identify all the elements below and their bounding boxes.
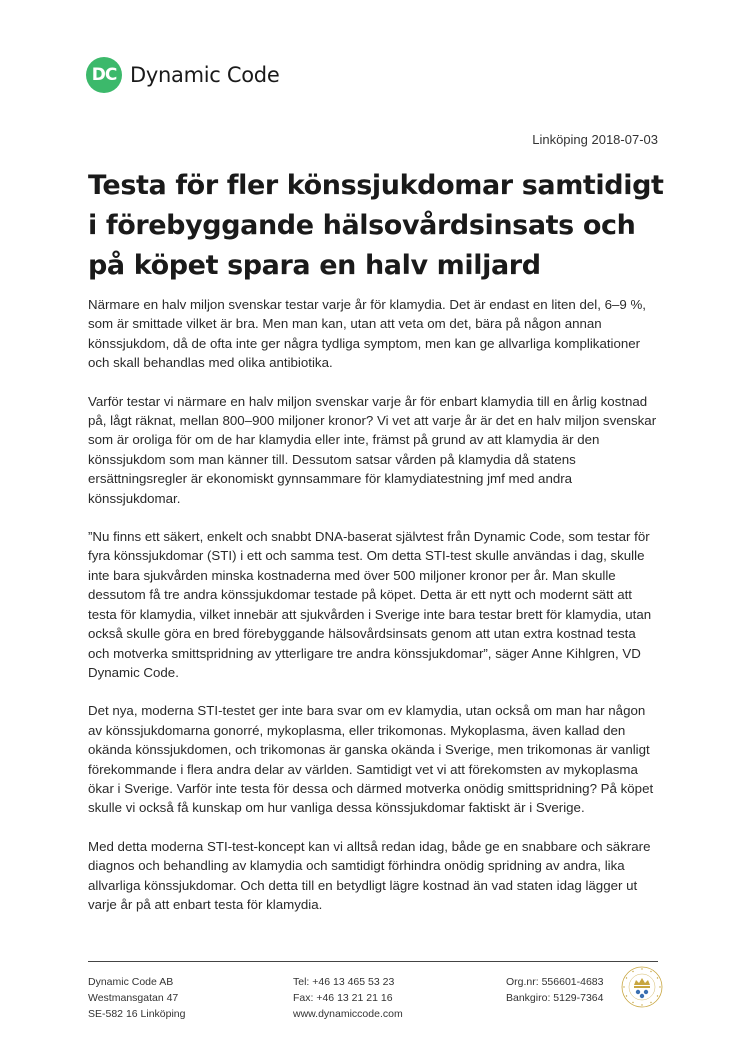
article-body: [88, 295, 660, 933]
dateline: Linköping 2018-07-03: [532, 132, 658, 147]
footer-bankgiro: Bankgiro: 5129-7364: [506, 992, 604, 1004]
paragraph: Varför testar vi närmare en halv miljon svenskar varje år för enbart klamydia till en årlig kostnad på, lågt räknat, mellan 800–900 miljoner kronor? Vi vet att varje år är det en halv miljon svenskar som är oroliga för om de har klamydia eller inte, främst på grund av att klamydia är den könssjukdom som man känner till. Dessutom satsar vården på klamydia då statens ersättningsregler är ekonomiskt gynnsammare för klamydiatestning jmf med andra könssjukdomar.: [88, 393, 657, 506]
footer-address: [88, 974, 186, 1022]
paragraph: ”Nu finns ett säkert, enkelt och snabbt DNA-baserat självtest från Dynamic Code, som testar för fyra könssjukdomar (STI) i ett och samma test. Om detta STI-test skulle användas i dag, skulle inte bara sjukvården minska kostnaderna med över 500 miljoner kronor per år. Man skulle dessutom få tre andra könssjukdomar testade på köpet. Detta är ett nytt och modernt sätt att testa för klamydia, vilket innebär att sjukvården i Sverige inte bara testar brett för klamydia, utan också skulle göra en bred förebyggande hälsovårdsinsats genom att utan extra kostnad testa och motverka smittspridning av ytterligare tre andra könssjukdomar”, säger Anne Kihlgren, VD Dynamic Code.: [88, 529, 652, 680]
company-name: Dynamic Code: [130, 63, 280, 87]
footer-fax: Fax: +46 13 21 21 16: [293, 992, 393, 1004]
footer-website[interactable]: www.dynamiccode.com: [293, 1008, 403, 1020]
company-logo: [86, 57, 279, 93]
paragraph: Det nya, moderna STI-testet ger inte bara svar om ev klamydia, utan också om man har någon av könssjukdomarna gonorré, mykoplasma, eller trikomonas. Mykoplasma, även kallad den okända könssjukdomen, och trikomonas är ganska okända i Sverige, men trikomonas är vanligt förekommande i flera andra delar av världen. Samtidigt vet vi att förekomsten av mykoplasma ökar i Sverige. Varför inte testa för dessa och därmed motverka onödig smittspridning? På köpet skulle vi också få kunskap om hur vanliga dessa könssjukdomar faktiskt är i Sverige.: [88, 703, 654, 816]
footer-city: SE-582 16 Linköping: [88, 1008, 186, 1020]
footer-phone: Tel: +46 13 465 53 23: [293, 976, 395, 988]
footer-contact: [293, 974, 403, 1022]
dc-logo-icon: DC: [86, 57, 122, 93]
footer-company-info: [506, 974, 604, 1006]
footer-company-name: Dynamic Code AB: [88, 976, 174, 988]
footer-org-number: Org.nr: 556601-4683: [506, 976, 604, 988]
footer-street: Westmansgatan 47: [88, 992, 179, 1004]
swedac-accreditation-seal: [621, 966, 663, 1008]
headline: Testa för fler könssjukdomar samtidigt i förebyggande hälsovårdsinsats och på köpet spara en halv miljard: [88, 170, 664, 281]
paragraph: Med detta moderna STI-test-koncept kan vi alltså redan idag, både ge en snabbare och säkrare diagnos och behandling av klamydia och samtidigt förhindra onödig spridning av andra, lika allvarliga könssjukdomar. Och detta till en betydligt lägre kostnad än vad staten idag lägger ut varje år på att enbart testa för klamydia.: [88, 838, 651, 912]
footer-divider: [88, 961, 658, 962]
paragraph: Närmare en halv miljon svenskar testar varje år för klamydia. Det är endast en liten del, 6–9 %, som är smittade vilket är bra. Men man kan, utan att veta om det, bära på någon annan könssjukdom, då de ofta inte ger några tydliga symptom, men kan ge allvarliga komplikationer och skall behandlas med olika antibiotika.: [88, 297, 646, 371]
